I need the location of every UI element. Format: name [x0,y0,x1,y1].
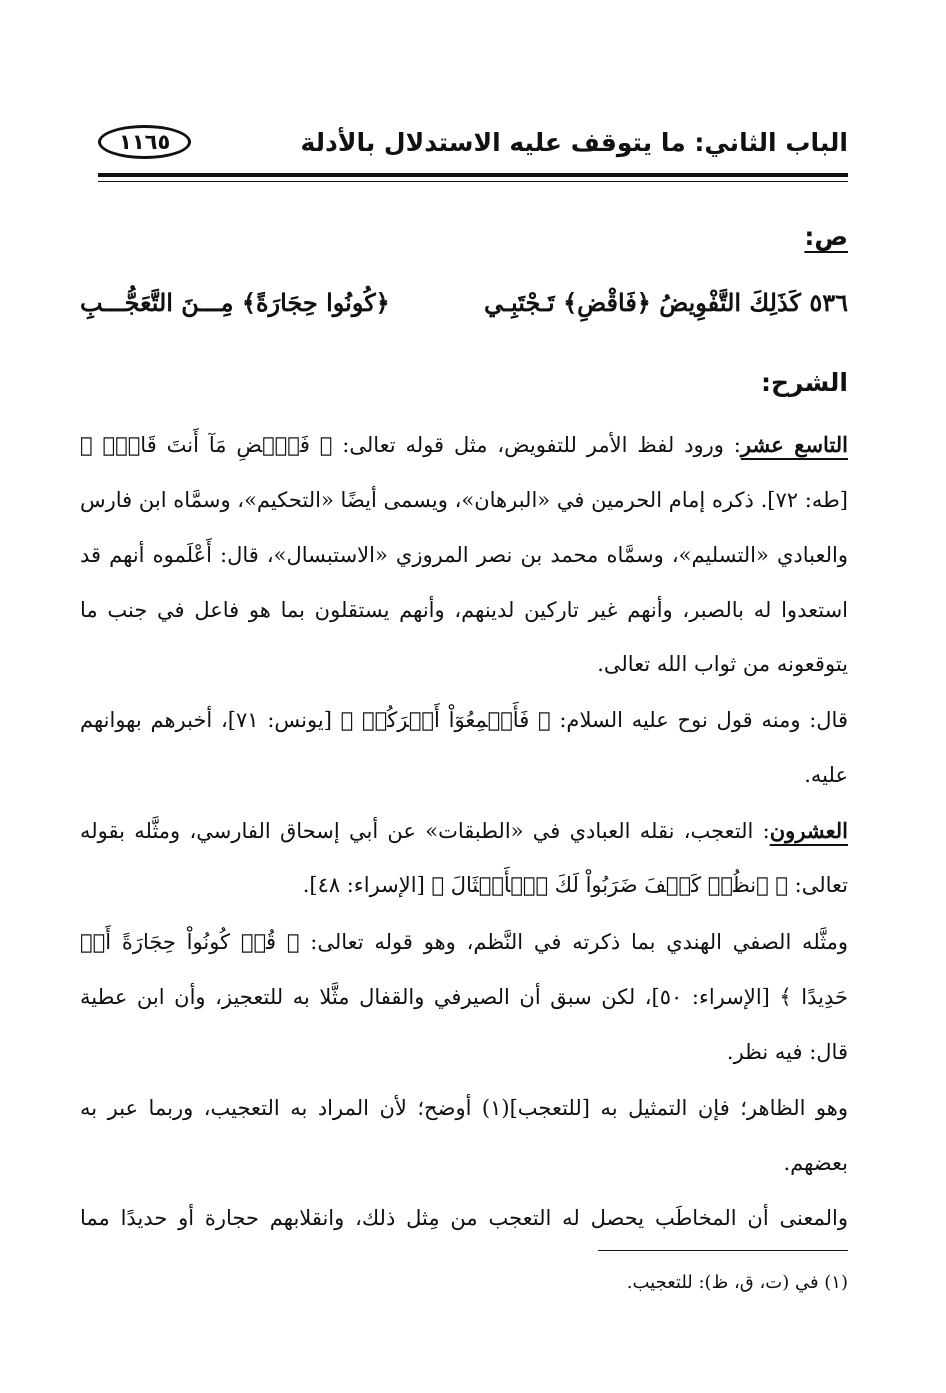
para1-line1: : ورود لفظ الأمر للتفويض، مثل قوله تعالى: ﴿ فَٱقۡضِ مَآ أَنتَ قَاضٍۖ ﴾ [80,433,741,457]
para3-lead: العشرون [769,818,848,843]
para3-line2: تعالى: ﴿ ٱنظُرۡ كَيۡفَ ضَرَبُواْ لَكَ ٱلۡأَمۡثَالَ ﴾ [الإسراء: ٤٨]. [302,873,848,897]
verse-hemistich-second: ﴿كُونُوا حِجَارَةً﴾ مِـــنَ التَّعَجُّـــبِ [80,288,390,317]
page-header [98,118,848,166]
commentary-label-row [80,368,848,397]
para1-line5: يتوقعونه من ثواب الله تعالى. [597,652,848,676]
para5-line2: بعضهم. [783,1151,848,1175]
para6-line1: والمعنى أن المخاطَب يحصل له التعجب من مِثل ذلك، وانقلابهم حجارة أو حديدًا مما [80,1206,848,1230]
text-section-label-row [80,222,848,251]
para3-line [80,818,848,843]
para4-line1: ومثَّله الصفي الهندي بما ذكرته في النَّظم، وهو قوله تعالى: ﴿ قُلۡ كُونُواْ حِجَارَةً أَوۡ [80,930,848,954]
para3-line1: : التعجب، نقله العبادي في «الطبقات» عن أبي إسحاق الفارسي، ومثَّله بقوله [80,819,770,843]
para2-line2: عليه. [804,763,848,787]
para1-line4: استعدوا له بالصبر، وأنهم غير تاركين لدينهم، وأنهم يستقلون بما هو فاعل في جنب ما [80,598,848,622]
commentary-label: الشرح: [761,368,848,397]
header-rule-thick [98,173,848,177]
footnote: (١) في (ت، ق، ظ): للتعجيب. [626,1272,848,1293]
text-section-label: ص: [804,222,848,251]
para5-line1: وهو الظاهر؛ فإن التمثيل به [للتعجب](١) أوضح؛ لأن المراد به التعجيب، وربما عبر به [80,1096,848,1120]
verse-line [80,280,848,330]
para2-line1: قال: ومنه قول نوح عليه السلام: ﴿ فَأَجۡمِعُوٓاْ أَمۡرَكُمۡ ﴾ [يونس: ٧١]، أخبرهم بهوانهم [80,708,848,732]
page-number: ١١٦٥ [98,125,191,159]
chapter-title: الباب الثاني: ما يتوقف عليه الاستدلال بالأدلة [300,127,848,157]
para4-line2: حَدِيدًا ﴾ [الإسراء: ٥٠]، لكن سبق أن الصيرفي والقفال مثَّلا به للتعجيز، وأن ابن عطية [80,985,849,1009]
header-rule-thin [98,181,848,182]
para1-lead: التاسع عشر [740,432,849,457]
para1-line2: [طه: ٧٢]. ذكره إمام الحرمين في «البرهان»، ويسمى أيضًا «التحكيم»، وسمَّاه ابن فارس [80,488,848,512]
para1-line3: والعبادي «التسليم»، وسمَّاه محمد بن نصر المروزي «الاستبسال»، قال: أَعْلَموه أنهم قد [80,543,848,567]
footnote-rule [598,1250,848,1251]
para4-line3: قال: فيه نظر. [726,1040,848,1064]
para1-line [80,432,848,457]
verse-hemistich-first: ٥٣٦ كَذَلِكَ التَّفْوِيضُ ﴿فَاقْضِ﴾ تَـجْتَبِـي [483,288,848,317]
